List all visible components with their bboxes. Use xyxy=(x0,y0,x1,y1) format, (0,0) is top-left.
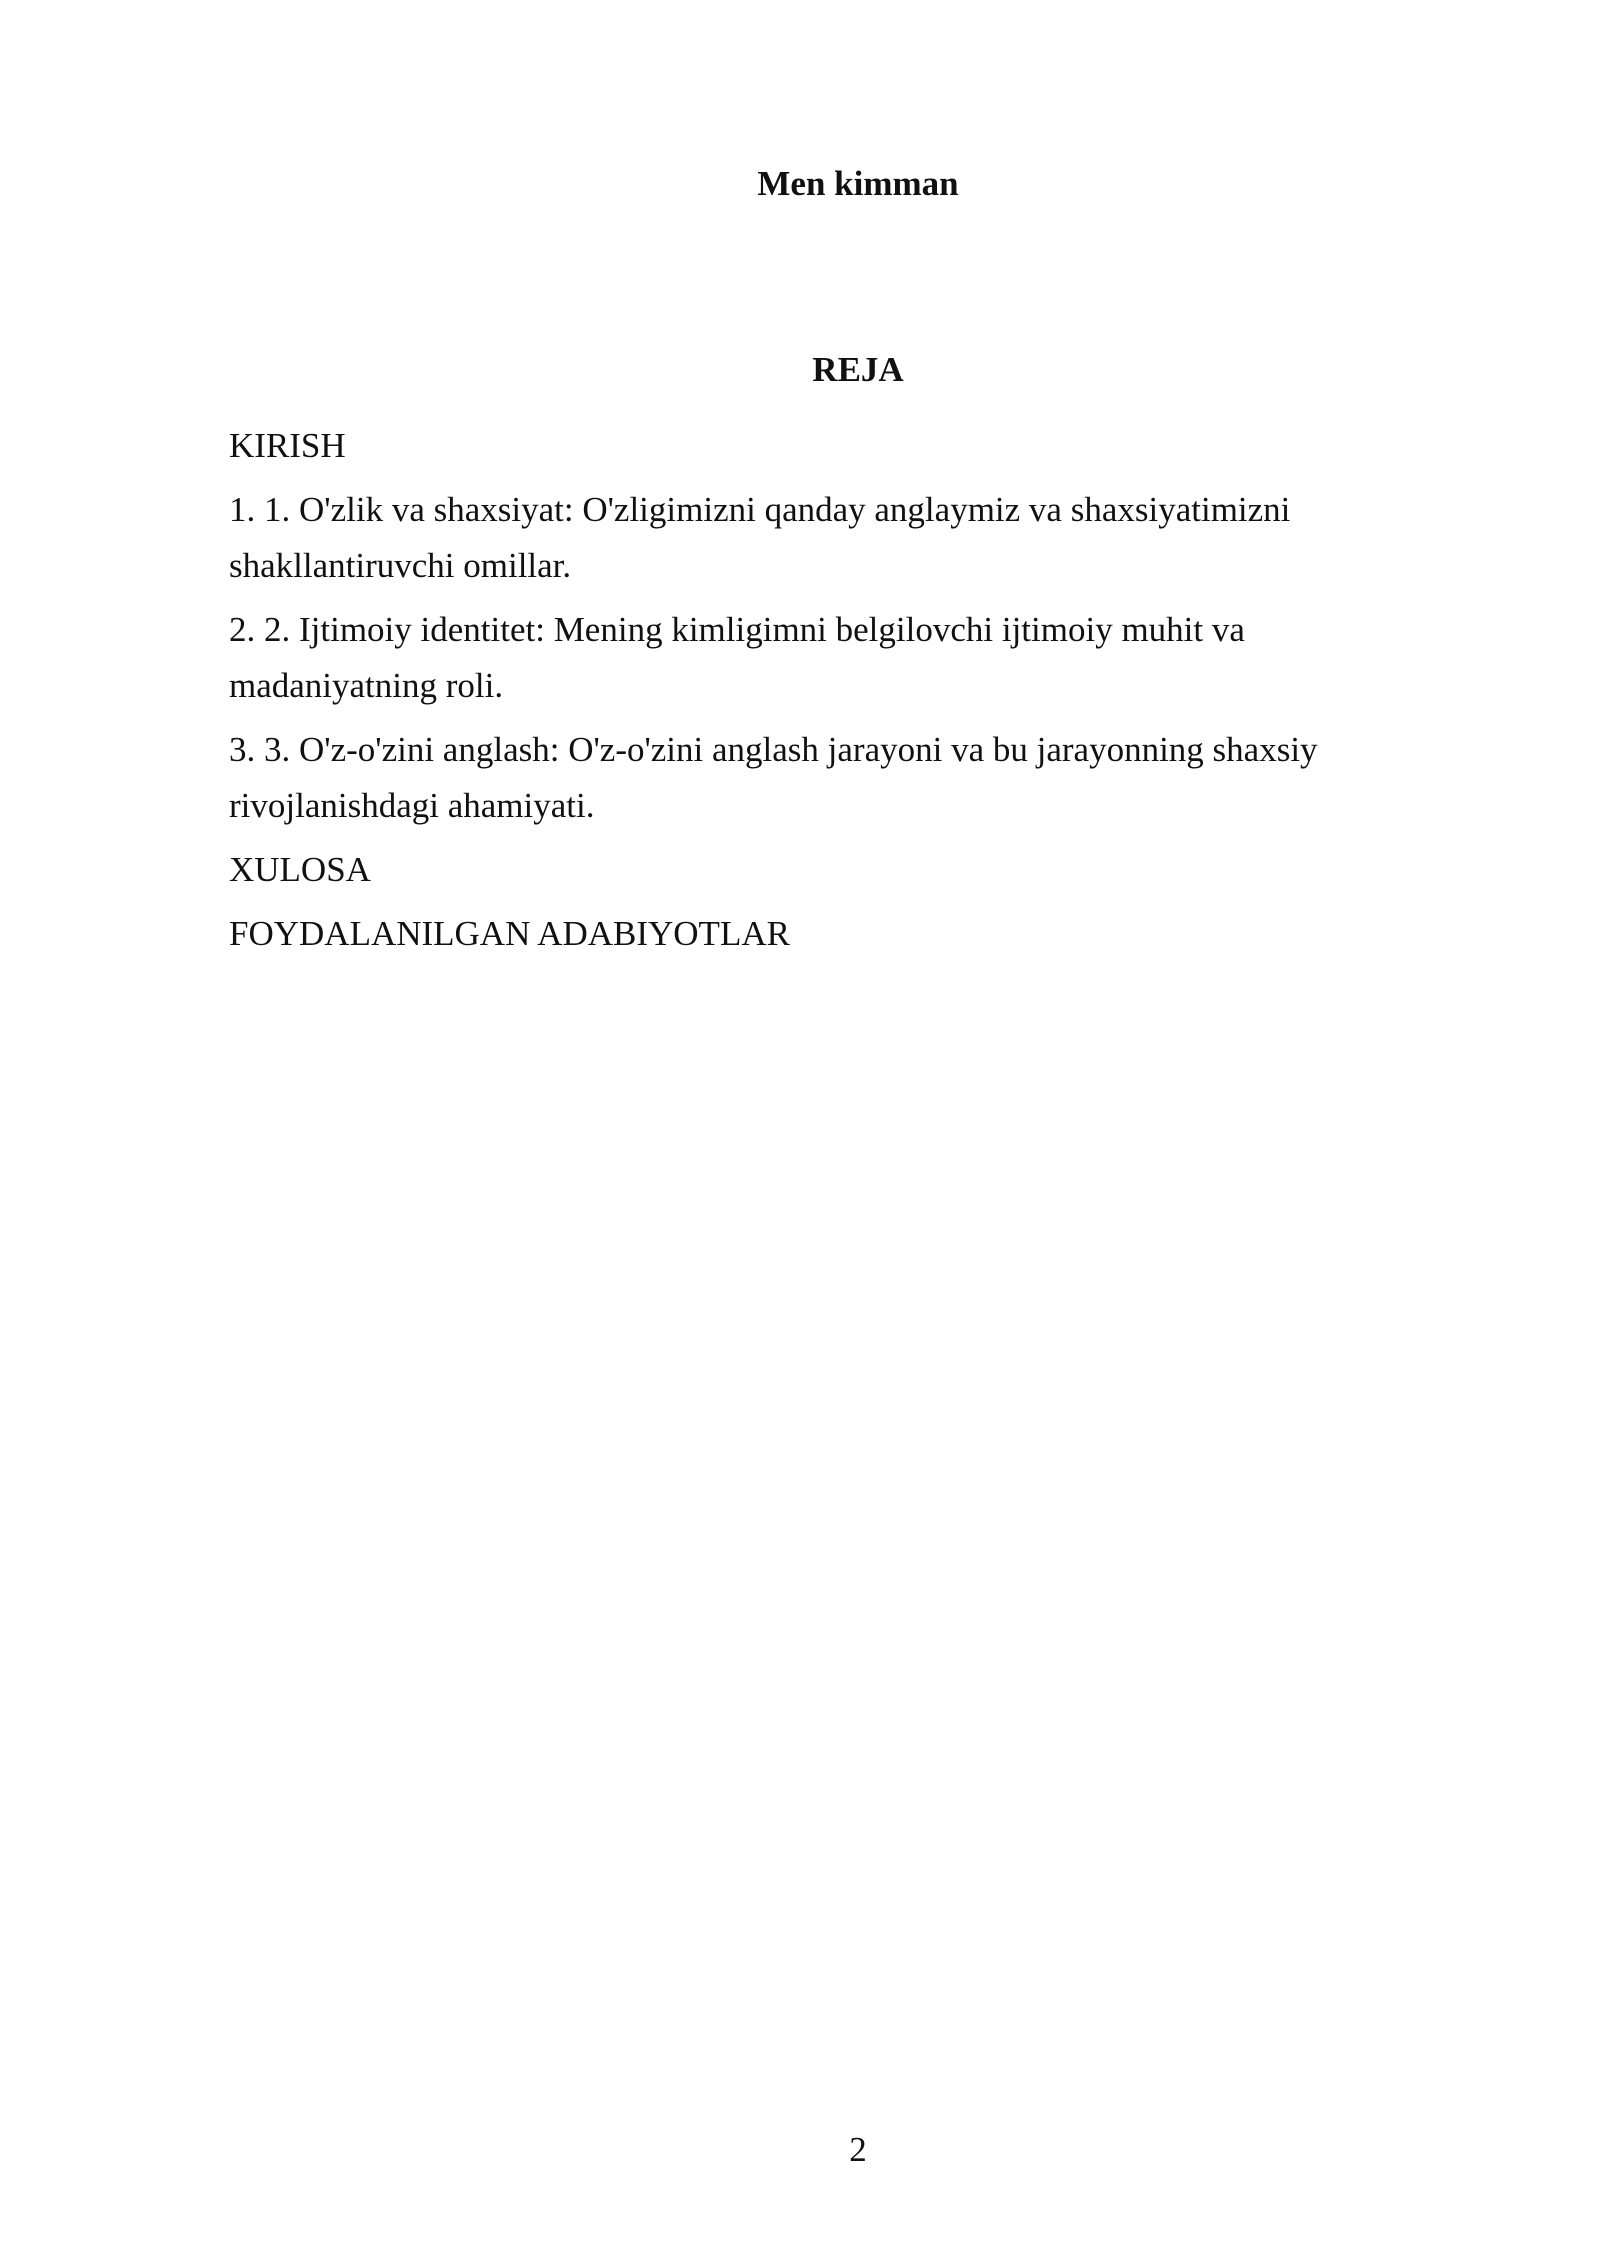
page-number: 2 xyxy=(849,2130,867,2169)
plan-item-references: FOYDALANILGAN ADABIYOTLAR xyxy=(229,914,790,953)
plan-item-introduction: KIRISH xyxy=(229,426,346,465)
plan-heading: REJA xyxy=(812,350,904,389)
plan-list xyxy=(229,418,1409,970)
plan-item-conclusion: XULOSA xyxy=(229,850,371,889)
plan-item-2: 2. 2. Ijtimoiy identitet: Mening kimligimni belgilovchi ijtimoiy muhit va madaniyatning roli. xyxy=(229,610,1245,705)
document-title: Men kimman xyxy=(757,164,959,203)
plan-item-1: 1. 1. O'zlik va shaxsiyat: O'zligimizni qanday anglaymiz va shaxsiyatimizni shakllantiruvchi omillar. xyxy=(229,490,1291,585)
plan-item-3: 3. 3. O'z-o'zini anglash: O'z-o'zini anglash jarayoni va bu jarayonning shaxsiy rivojlanishdagi ahamiyati. xyxy=(229,730,1318,825)
